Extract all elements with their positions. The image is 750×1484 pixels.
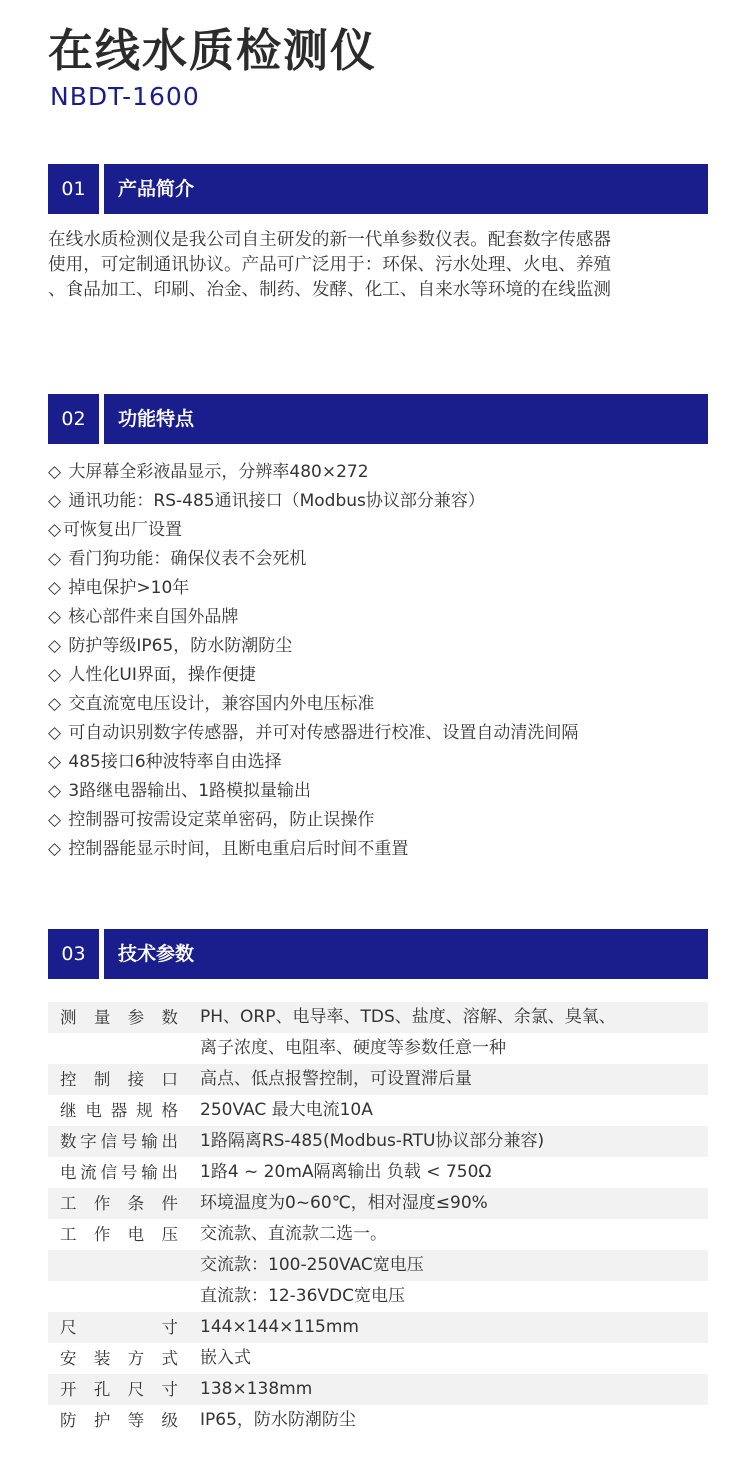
- table-row: [48, 1374, 708, 1405]
- table-row: [48, 1126, 708, 1157]
- spec-value: 1路4 ~ 20mA隔离输出 负载 < 750Ω: [200, 1162, 492, 1182]
- table-row: [48, 1250, 708, 1281]
- table-row: [48, 1281, 708, 1312]
- spec-label: [60, 1033, 178, 1064]
- spec-value: 144×144×115mm: [200, 1317, 359, 1337]
- product-intro: [48, 228, 703, 303]
- diamond-icon: ◇: [48, 665, 62, 685]
- table-row: [48, 1405, 708, 1436]
- section-header-features: [48, 394, 708, 444]
- diamond-icon: ◇: [48, 549, 62, 569]
- page-title: 在线水质检测仪: [48, 24, 378, 77]
- list-item: ◇ 可自动识别数字传感器，并可对传感器进行校准、设置自动清洗间隔: [48, 719, 708, 748]
- list-item: ◇ 人性化UI界面，操作便捷: [48, 661, 708, 690]
- section-number: 02: [48, 394, 99, 444]
- diamond-icon: ◇: [48, 839, 62, 859]
- section-title: 技术参数: [104, 929, 708, 979]
- spec-value: 交流款：100-250VAC宽电压: [200, 1255, 424, 1275]
- table-row: [48, 1312, 708, 1343]
- spec-label: 控制接口: [60, 1070, 178, 1089]
- spec-value: 250VAC 最大电流10A: [200, 1100, 373, 1120]
- list-item: ◇ 485接口6种波特率自由选择: [48, 748, 708, 777]
- list-item: ◇ 交直流宽电压设计，兼容国内外电压标准: [48, 690, 708, 719]
- intro-line: 在线水质检测仪是我公司自主研发的新一代单参数仪表。配套数字传感器: [48, 230, 612, 250]
- spec-label: [60, 1281, 178, 1312]
- spec-label: 防护等级: [60, 1411, 178, 1430]
- spec-value: IP65，防水防潮防尘: [200, 1410, 356, 1430]
- diamond-icon: ◇: [48, 723, 62, 743]
- list-item: ◇ 大屏幕全彩液晶显示，分辨率480×272: [48, 458, 708, 487]
- spec-label: 电流信号输出: [60, 1163, 178, 1182]
- spec-label: 工作条件: [60, 1194, 178, 1213]
- spec-value: 直流款：12-36VDC宽电压: [200, 1286, 405, 1306]
- diamond-icon: ◇: [48, 491, 62, 511]
- intro-line: 使用，可定制通讯协议。产品可广泛用于：环保、污水处理、火电、养殖: [48, 255, 612, 275]
- section-title: 功能特点: [104, 394, 708, 444]
- spec-label: 尺寸: [60, 1318, 178, 1337]
- spec-label: [60, 1250, 178, 1281]
- spec-label: 工作电压: [60, 1225, 178, 1244]
- table-row: [48, 1188, 708, 1219]
- diamond-icon: ◇: [48, 752, 62, 772]
- list-item: ◇ 防护等级IP65，防水防潮防尘: [48, 632, 708, 661]
- diamond-icon: ◇: [48, 578, 62, 598]
- section-title: 产品简介: [104, 164, 708, 214]
- diamond-icon: ◇: [48, 462, 62, 482]
- diamond-icon: ◇: [48, 636, 62, 656]
- list-item: ◇ 3路继电器输出、1路模拟量输出: [48, 777, 708, 806]
- diamond-icon: ◇: [48, 520, 62, 540]
- spec-label: 开孔尺寸: [60, 1380, 178, 1399]
- section-number: 01: [48, 164, 99, 214]
- spec-label: 测量参数: [60, 1008, 178, 1027]
- list-item: ◇ 控制器可按需设定菜单密码，防止误操作: [48, 806, 708, 835]
- list-item: ◇ 核心部件来自国外品牌: [48, 603, 708, 632]
- table-row: [48, 1064, 708, 1095]
- spec-value: 高点、低点报警控制，可设置滞后量: [200, 1069, 472, 1089]
- list-item: ◇ 控制器能显示时间，且断电重启后时间不重置: [48, 835, 708, 864]
- spec-label: 数字信号输出: [60, 1132, 178, 1151]
- diamond-icon: ◇: [48, 607, 62, 627]
- spec-label: 继电器规格: [60, 1101, 178, 1120]
- spec-value: 交流款、直流款二选一。: [200, 1224, 387, 1244]
- list-item: ◇ 掉电保护>10年: [48, 574, 708, 603]
- section-number: 03: [48, 929, 99, 979]
- diamond-icon: ◇: [48, 810, 62, 830]
- table-row: [48, 1033, 708, 1064]
- spec-table: [48, 1002, 708, 1436]
- section-header-specs: [48, 929, 708, 979]
- table-row: [48, 1095, 708, 1126]
- table-row: [48, 1343, 708, 1374]
- spec-value: 嵌入式: [200, 1348, 251, 1368]
- section-header-intro: [48, 164, 708, 214]
- list-item: ◇ 通讯功能：RS-485通讯接口（Modbus协议部分兼容）: [48, 487, 708, 516]
- list-item: ◇ 看门狗功能：确保仪表不会死机: [48, 545, 708, 574]
- diamond-icon: ◇: [48, 781, 62, 801]
- feature-list: [48, 458, 708, 864]
- table-row: [48, 1002, 708, 1033]
- table-row: [48, 1157, 708, 1188]
- table-row: [48, 1219, 708, 1250]
- spec-value: PH、ORP、电导率、TDS、盐度、溶解、余氯、臭氧、: [200, 1007, 616, 1027]
- spec-value: 1路隔离RS-485(Modbus-RTU协议部分兼容): [200, 1131, 545, 1151]
- list-item: ◇ 可恢复出厂设置: [48, 516, 708, 545]
- spec-value: 离子浓度、电阻率、硬度等参数任意一种: [200, 1038, 506, 1058]
- spec-value: 环境温度为0~60℃，相对湿度≤90%: [200, 1193, 488, 1213]
- spec-value: 138×138mm: [200, 1379, 313, 1399]
- model-number: NBDT-1600: [50, 82, 200, 111]
- spec-label: 安装方式: [60, 1349, 178, 1368]
- diamond-icon: ◇: [48, 694, 62, 714]
- intro-line: 、食品加工、印刷、冶金、制药、发酵、化工、自来水等环境的在线监测: [48, 280, 612, 300]
